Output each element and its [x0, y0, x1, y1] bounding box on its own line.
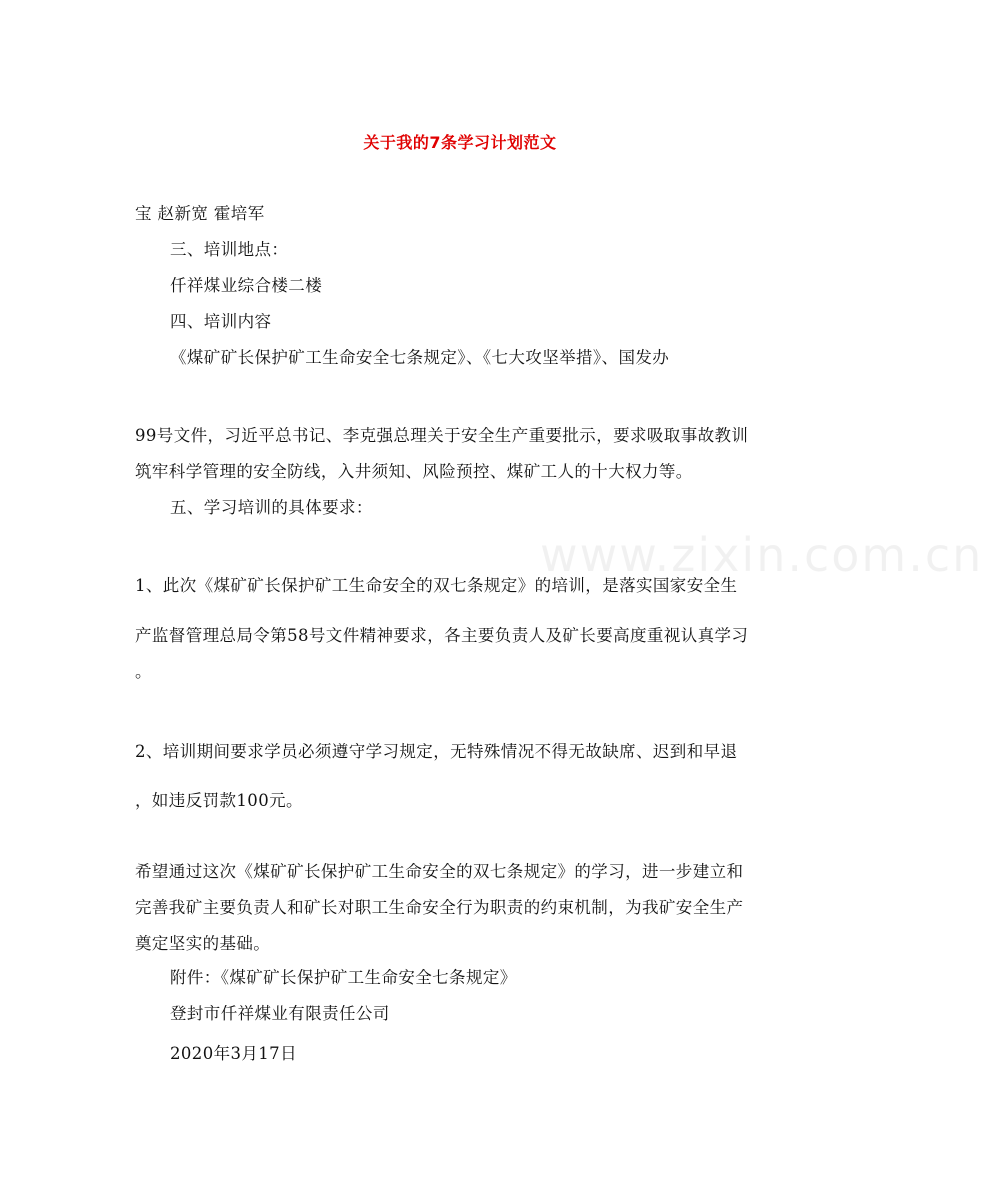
- training-content-line-3: 筑牢科学管理的安全防线，入井须知、风险预控、煤矿工人的十大权力等。: [135, 462, 693, 481]
- document-date: 2020年3月17日: [170, 1044, 297, 1063]
- document-title: 关于我的7条学习计划范文: [363, 133, 557, 152]
- attachment-line: 附件：《煤矿矿长保护矿工生命安全七条规定》: [170, 968, 517, 987]
- section-5-heading: 五、学习培训的具体要求：: [170, 498, 373, 517]
- training-location: 仟祥煤业综合楼二楼: [170, 276, 323, 295]
- requirement-1-line-1: 1、此次《煤矿矿长保护矿工生命安全的双七条规定》的培训，是落实国家安全生: [135, 576, 738, 595]
- company-name: 登封市仟祥煤业有限责任公司: [170, 1004, 390, 1023]
- requirement-1-line-2: 产监督管理总局令第58号文件精神要求，各主要负责人及矿长要高度重视认真学习: [135, 626, 749, 645]
- closing-line-2: 完善我矿主要负责人和矿长对职工生命安全行为职责的约束机制，为我矿安全生产: [135, 898, 744, 917]
- watermark: www.zixin.com.cn: [540, 528, 983, 582]
- section-4-heading: 四、培训内容: [170, 312, 272, 331]
- training-content-line-1: 《煤矿矿长保护矿工生命安全七条规定》、《七大攻坚举措》、国发办: [170, 348, 670, 367]
- section-3-heading: 三、培训地点：: [170, 240, 289, 259]
- training-content-line-2: 99号文件，习近平总书记、李克强总理关于安全生产重要批示，要求吸取事故教训: [135, 426, 749, 445]
- requirement-2-line-2: ，如违反罚款100元。: [135, 791, 303, 810]
- staff-names-line: 宝 赵新宽 霍培军: [135, 204, 265, 223]
- requirement-1-line-3: 。: [135, 662, 152, 681]
- closing-line-3: 奠定坚实的基础。: [135, 934, 271, 953]
- closing-line-1: 希望通过这次《煤矿矿长保护矿工生命安全的双七条规定》的学习，进一步建立和: [135, 862, 744, 881]
- requirement-2-line-1: 2、培训期间要求学员必须遵守学习规定，无特殊情况不得无故缺席、迟到和早退: [135, 742, 738, 761]
